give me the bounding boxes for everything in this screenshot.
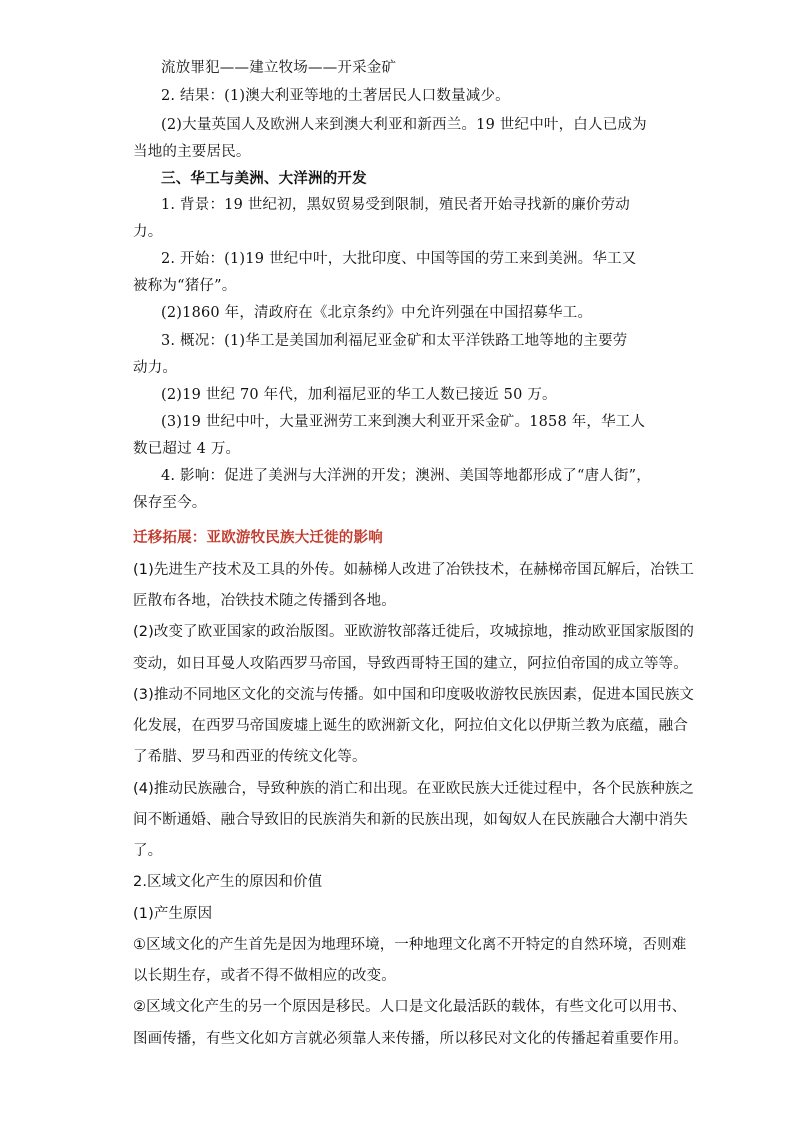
text-line: (2)大量英国人及欧洲人来到澳大利亚和新西兰。19 世纪中叶，白人已成为 (161, 117, 647, 133)
text-line: (1)产生原因 (133, 906, 213, 922)
text-line: (1)先进生产技术及工具的外传。如赫梯人改进了冶铁技术，在赫梯帝国瓦解后，冶铁工 (133, 562, 695, 578)
text-line: 动力。 (133, 360, 178, 376)
text-line: (3)推动不同地区文化的交流与传播。如中国和印度吸收游牧民族因素，促进本国民族文 (133, 687, 695, 703)
text-line: 2. 开始：(1)19 世纪中叶，大批印度、中国等国的劳工来到美洲。华工又 (161, 251, 637, 267)
text-line: 化发展，在西罗马帝国废墟上诞生的欧洲新文化，阿拉伯文化以伊斯兰教为底蕴，融合 (133, 718, 688, 734)
text-line: 以长期生存，或者不得不做相应的改变。 (133, 968, 396, 984)
text-line: (3)19 世纪中叶，大量亚洲劳工来到澳大利亚开采金矿。1858 年，华工人 (161, 414, 646, 430)
text-line: 当地的主要居民。 (133, 144, 251, 160)
text-line: 2. 结果：(1)澳大利亚等地的土著居民人口数量减少。 (161, 88, 510, 104)
text-line: 流放罪犯——建立牧场——开采金矿 (161, 60, 397, 76)
text-line: ②区域文化产生的另一个原因是移民。人口是文化最活跃的载体，有些文化可以用书、 (133, 999, 687, 1015)
text-line: 匠散布各地，冶铁技术随之传播到各地。 (133, 593, 396, 609)
text-line: (2)19 世纪 70 年代，加利福尼亚的华工人数已接近 50 万。 (161, 387, 557, 403)
text-line: 1. 背景：19 世纪初，黑奴贸易受到限制，殖民者开始寻找新的廉价劳动 (161, 197, 631, 213)
text-line: 变动，如日耳曼人攻陷西罗马帝国，导致西哥特王国的建立，阿拉伯帝国的成立等等。 (133, 656, 688, 672)
text-line: (4)推动民族融合，导致种族的消亡和出现。在亚欧民族大迁徙过程中，各个民族种族之 (133, 781, 695, 797)
text-line: (2)1860 年，清政府在《北京条约》中允许列强在中国招募华工。 (161, 305, 593, 321)
text-line: (2)改变了欧亚国家的政治版图。亚欧游牧部落迁徙后，攻城掠地，推动欧亚国家版图的 (133, 624, 695, 640)
text-line: 了。 (133, 843, 163, 859)
text-line: 力。 (133, 224, 163, 240)
extension-heading: 迁移拓展：亚欧游牧民族大迁徙的影响 (133, 530, 383, 546)
text-line: 3. 概况：(1)华工是美国加利福尼亚金矿和太平洋铁路工地等地的主要劳 (161, 333, 628, 349)
text-line: 间不断通婚、融合导致旧的民族消失和新的民族出现，如匈奴人在民族融合大潮中消失 (133, 812, 688, 828)
text-line: 保存至今。 (133, 495, 207, 511)
text-line: 2.区域文化产生的原因和价值 (133, 874, 323, 890)
text-line: 图画传播，有些文化如方言就必须靠人来传播，所以移民对文化的传播起着重要作用。 (133, 1031, 688, 1047)
text-line: ①区域文化的产生首先是因为地理环境，一种地理文化离不开特定的自然环境，否则难 (133, 937, 687, 953)
text-line: 了希腊、罗马和西亚的传统文化等。 (133, 749, 367, 765)
text-line: 被称为“猪仔”。 (133, 278, 237, 294)
text-line: 数已超过 4 万。 (133, 441, 241, 457)
section-heading: 三、华工与美洲、大洋洲的开发 (161, 170, 367, 187)
text-line: 4. 影响：促进了美洲与大洋洲的开发；澳洲、美国等地都形成了“唐人街”， (161, 468, 651, 484)
